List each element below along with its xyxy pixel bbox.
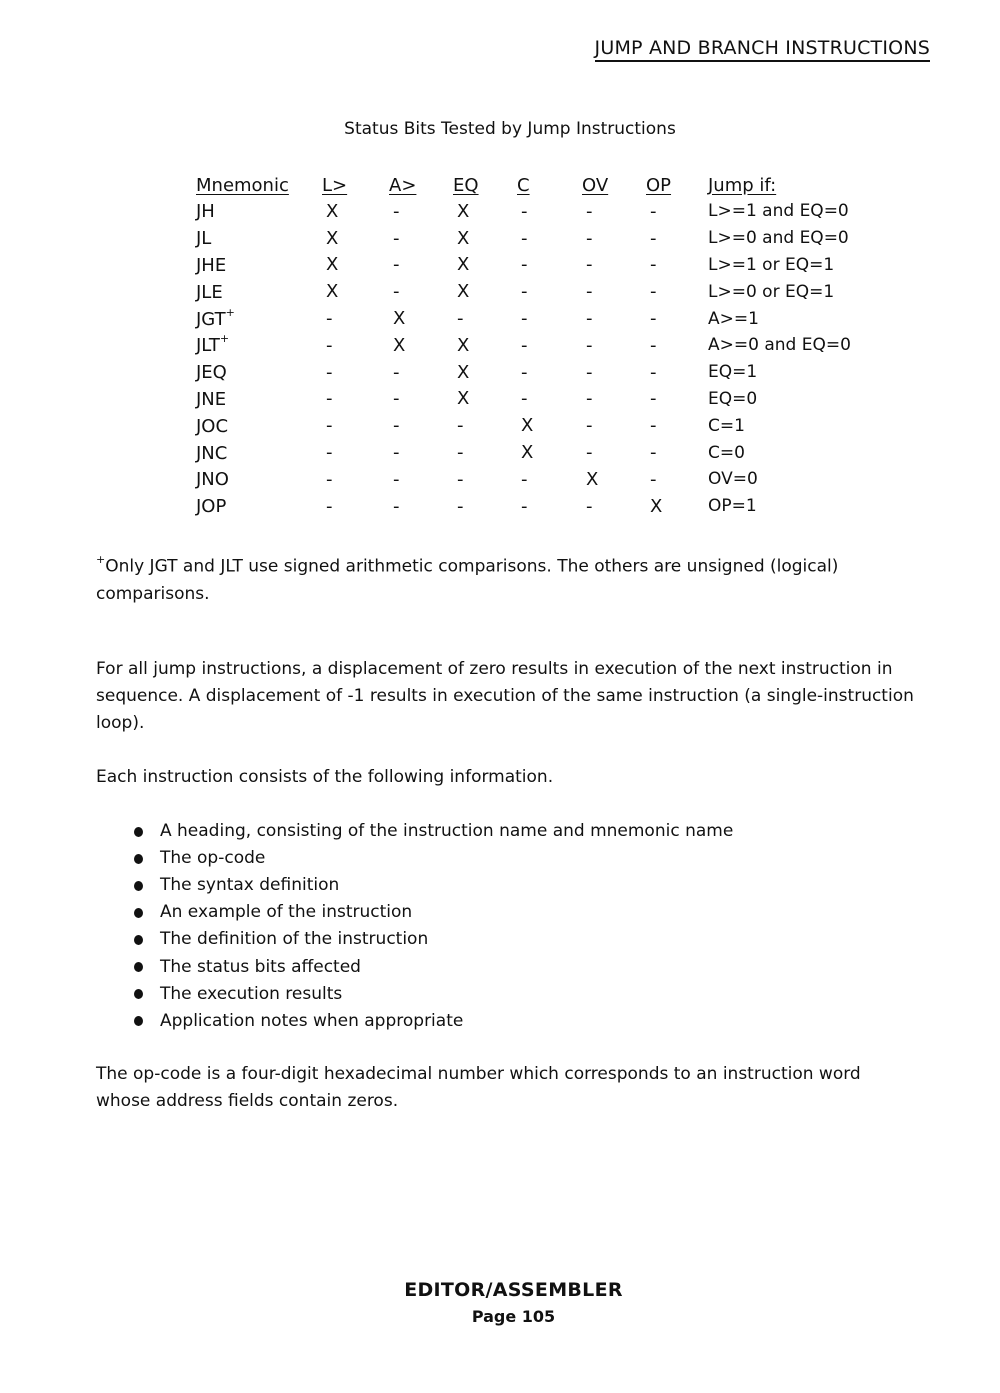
status-bit-cell: - (586, 495, 593, 517)
status-bit-cell: - (457, 308, 464, 330)
mnemonic-cell: JL (196, 228, 212, 250)
status-bit-cell: - (521, 495, 528, 517)
status-bit-cell: - (457, 495, 464, 517)
status-bit-cell: X (650, 495, 663, 517)
table-row (196, 305, 878, 332)
status-bit-cell: - (521, 388, 528, 410)
table-row (196, 252, 878, 279)
footnote-marker: + (96, 553, 106, 566)
status-bit-cell: - (326, 442, 333, 464)
status-bit-cell: - (586, 254, 593, 276)
status-bit-cell: - (393, 415, 400, 437)
mnemonic-cell: JOP (196, 496, 227, 518)
list-item: Application notes when appropriate (134, 1008, 733, 1035)
status-bit-cell: - (521, 308, 528, 330)
bullet-icon (134, 854, 143, 864)
jump-condition-cell: OP=1 (708, 496, 757, 517)
status-bit-cell: - (650, 388, 657, 410)
footnote-text: Only JGT and JLT use signed arithmetic comparisons. The others are unsigned (logical) comparisons. (96, 556, 839, 604)
status-bit-cell: - (586, 308, 593, 330)
jump-condition-cell: L>=1 and EQ=0 (708, 201, 849, 222)
column-header-overflow: OV (582, 174, 609, 196)
section-header: JUMP AND BRANCH INSTRUCTIONS (595, 36, 930, 62)
mnemonic-cell: JHE (196, 254, 227, 276)
status-bit-cell: X (521, 442, 534, 464)
status-bit-cell: - (521, 254, 528, 276)
status-bits-table (196, 172, 878, 520)
status-bit-cell: X (326, 200, 339, 222)
table-row (196, 278, 878, 305)
status-bit-cell: - (650, 415, 657, 437)
mnemonic-cell: JLT+ (196, 332, 230, 357)
status-bit-cell: - (457, 415, 464, 437)
status-bit-cell: - (586, 334, 593, 356)
jump-condition-cell: C=1 (708, 415, 745, 436)
column-header-logical-greater: L> (322, 174, 348, 196)
status-bit-cell: - (326, 495, 333, 517)
mnemonic-cell: JNE (196, 388, 227, 410)
jump-condition-cell: C=0 (708, 442, 745, 463)
bullet-icon (134, 935, 143, 945)
table-row (196, 386, 878, 413)
status-bit-cell: - (521, 281, 528, 303)
status-bit-cell: - (586, 281, 593, 303)
column-header-mnemonic: Mnemonic (196, 174, 289, 196)
jump-condition-cell: L>=0 and EQ=0 (708, 228, 849, 249)
column-header-jump-if: Jump if: (708, 174, 777, 196)
status-bit-cell: - (650, 308, 657, 330)
list-item: A heading, consisting of the instruction name and mnemonic name (134, 818, 733, 845)
status-bit-cell: - (326, 361, 333, 383)
column-header-odd-parity: OP (646, 174, 672, 196)
status-bit-cell: - (650, 334, 657, 356)
status-bit-cell: - (393, 388, 400, 410)
status-bit-cell: X (457, 200, 470, 222)
status-bit-cell: - (393, 495, 400, 517)
status-bit-cell: - (457, 442, 464, 464)
jump-condition-cell: OV=0 (708, 469, 758, 490)
status-bit-cell: - (650, 442, 657, 464)
status-bit-cell: X (326, 254, 339, 276)
mnemonic-cell: JH (196, 201, 215, 223)
mnemonic-cell: JLE (196, 281, 223, 303)
bullet-icon (134, 989, 143, 999)
paragraph-instruction-info: Each instruction consists of the following information. (96, 767, 554, 787)
table-body (196, 198, 878, 520)
column-header-arithmetic-greater: A> (389, 174, 417, 196)
table-row (196, 412, 878, 439)
jump-condition-cell: A>=0 and EQ=0 (708, 335, 851, 356)
status-bit-cell: - (326, 468, 333, 490)
jump-condition-cell: A>=1 (708, 308, 759, 329)
list-item: An example of the instruction (134, 899, 733, 926)
status-bit-cell: - (393, 200, 400, 222)
status-bit-cell: - (586, 200, 593, 222)
status-bit-cell: - (650, 200, 657, 222)
status-bit-cell: - (521, 468, 528, 490)
status-bit-cell: X (457, 388, 470, 410)
jump-condition-cell: EQ=1 (708, 362, 758, 383)
table-row (196, 466, 878, 493)
paragraph-opcode: The op-code is a four-digit hexadecimal number which corresponds to an instruction word whose address fields contain zeros. (96, 1064, 861, 1111)
table-row (196, 359, 878, 386)
status-bit-cell: X (326, 227, 339, 249)
status-bit-cell: - (586, 442, 593, 464)
mnemonic-cell: JOC (196, 415, 229, 437)
bullet-icon (134, 827, 143, 837)
status-bit-cell: - (393, 281, 400, 303)
mnemonic-cell: JEQ (196, 362, 227, 384)
column-header-equal: EQ (453, 174, 479, 196)
status-bit-cell: - (521, 361, 528, 383)
status-bit-cell: X (393, 334, 406, 356)
paragraph-displacement: For all jump instructions, a displacement of zero results in execution of the next instruction in sequence. A displacement of -1 results in execution of the same instruction (a single-instruction loop). (96, 659, 914, 733)
status-bit-cell: - (326, 334, 333, 356)
list-item: The syntax definition (134, 872, 733, 899)
status-bit-cell: - (326, 388, 333, 410)
bullet-icon (134, 1016, 143, 1026)
status-bit-cell: - (650, 468, 657, 490)
mnemonic-cell: JNO (196, 469, 229, 491)
status-bit-cell: - (521, 200, 528, 222)
mnemonic-cell: JNC (196, 442, 228, 464)
table-header-row (196, 172, 878, 198)
status-bit-cell: - (650, 361, 657, 383)
table-row (196, 439, 878, 466)
status-bit-cell: - (326, 308, 333, 330)
table-row (196, 198, 878, 225)
status-bit-cell: X (457, 281, 470, 303)
jump-condition-cell: L>=0 or EQ=1 (708, 281, 835, 302)
table-row (196, 225, 878, 252)
status-bit-cell: - (457, 468, 464, 490)
bullet-icon (134, 962, 143, 972)
status-bit-cell: X (521, 415, 534, 437)
status-bit-cell: X (393, 308, 406, 330)
jump-condition-cell: EQ=0 (708, 388, 758, 409)
table-title: Status Bits Tested by Jump Instructions (344, 119, 676, 139)
status-bit-cell: - (393, 227, 400, 249)
status-bit-cell: - (586, 227, 593, 249)
status-bit-cell: - (650, 227, 657, 249)
status-bit-cell: X (457, 334, 470, 356)
status-bit-cell: - (393, 361, 400, 383)
bullet-icon (134, 908, 143, 918)
status-bit-cell: - (586, 361, 593, 383)
list-item: The definition of the instruction (134, 926, 733, 953)
bullet-icon (134, 881, 143, 891)
status-bit-cell: - (521, 334, 528, 356)
status-bit-cell: - (393, 442, 400, 464)
list-item: The op-code (134, 845, 733, 872)
status-bit-cell: - (393, 254, 400, 276)
list-item: The execution results (134, 981, 733, 1008)
status-bit-cell: - (650, 281, 657, 303)
status-bit-cell: - (586, 415, 593, 437)
footnote (96, 548, 916, 608)
status-bit-cell: - (521, 227, 528, 249)
status-bit-cell: X (586, 468, 599, 490)
instruction-info-list (134, 818, 733, 1035)
status-bit-cell: X (326, 281, 339, 303)
jump-condition-cell: L>=1 or EQ=1 (708, 254, 835, 275)
column-header-carry: C (517, 174, 530, 196)
table-row (196, 493, 878, 520)
mnemonic-cell: JGT+ (196, 305, 235, 330)
status-bit-cell: - (650, 254, 657, 276)
table-row (196, 332, 878, 359)
status-bit-cell: X (457, 227, 470, 249)
status-bit-cell: - (393, 468, 400, 490)
footer-title: EDITOR/ASSEMBLER (404, 1279, 623, 1301)
status-bit-cell: - (326, 415, 333, 437)
status-bit-cell: - (586, 388, 593, 410)
page-number: Page 105 (471, 1307, 556, 1326)
status-bit-cell: X (457, 361, 470, 383)
status-bit-cell: X (457, 254, 470, 276)
list-item: The status bits affected (134, 953, 733, 980)
